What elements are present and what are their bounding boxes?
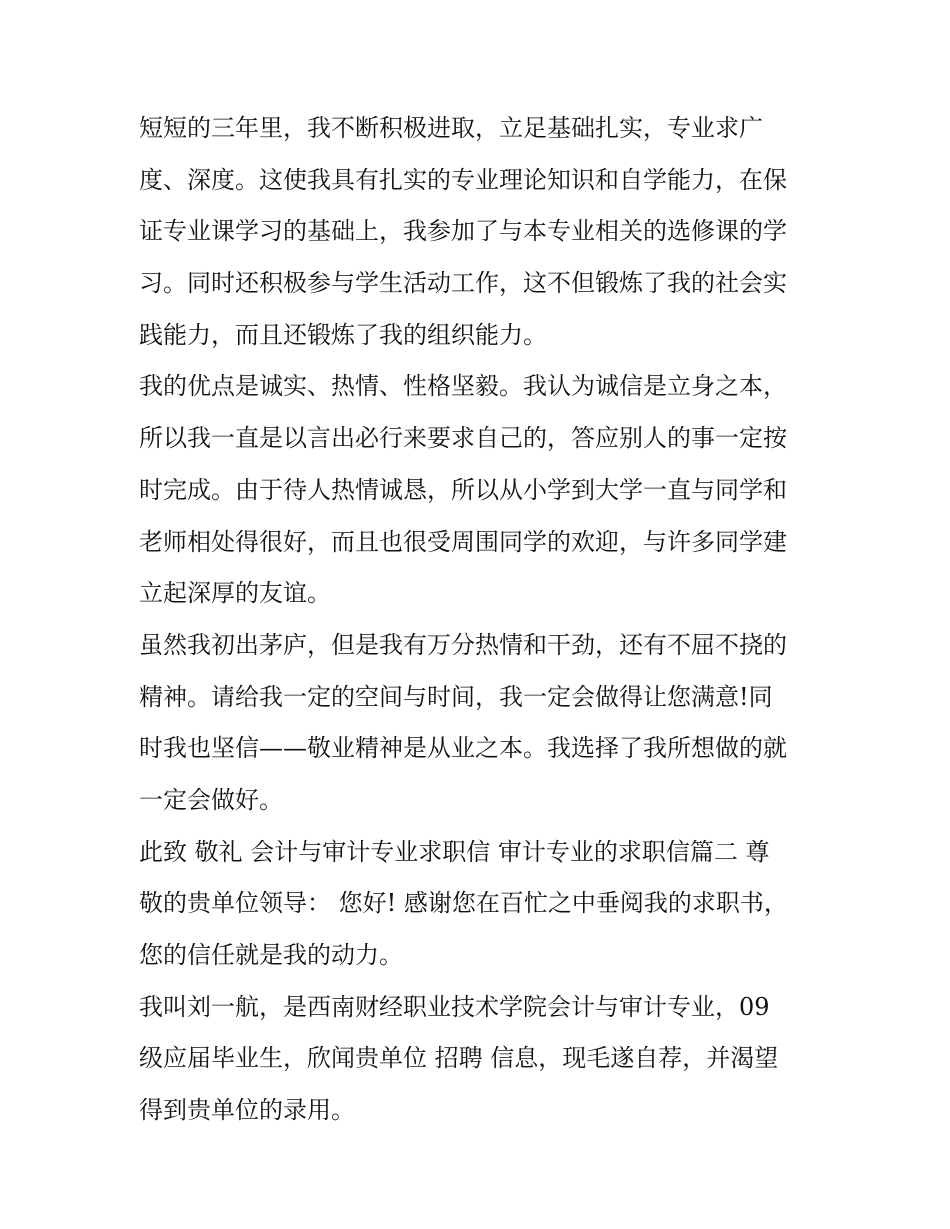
text-line: 践能力，而且还锻炼了我的组织能力。	[139, 320, 547, 349]
text-line: 老师相处得很好，而且也很受周围同学的欢迎，与许多同学建	[139, 527, 787, 556]
document-body	[139, 103, 819, 1137]
text-line: 我的优点是诚实、热情、性格坚毅。我认为诚信是立身之本，	[139, 372, 787, 401]
text-line: 您的信任就是我的动力。	[139, 941, 403, 969]
text-line: 此致 敬礼 会计与审计专业求职信 审计专业的求职信篇二 尊	[139, 837, 770, 866]
text-line: 习。同时还积极参与学生活动工作，这不但锻炼了我的社会实	[139, 269, 787, 298]
text-line: 所以我一直是以言出必行来要求自己的，答应别人的事一定按	[139, 424, 787, 453]
text-line: 一定会做好。	[139, 785, 283, 814]
text-line: 得到贵单位的录用。	[139, 1096, 355, 1125]
text-line: 短短的三年里，我不断积极进取，立足基础扎实，专业求广	[139, 114, 763, 142]
text-line: 级应届毕业生，欣闻贵单位 招聘 信息，现毛遂自荐，并渴望	[139, 1044, 779, 1073]
text-line: 立起深厚的友谊。	[139, 579, 331, 608]
text-line: 时我也坚信——敬业精神是从业之本。我选择了我所想做的就	[139, 734, 787, 763]
text-line: 我叫刘一航，是西南财经职业技术学院会计与审计专业，09	[139, 992, 770, 1021]
text-line: 时完成。由于待人热情诚恳，所以从小学到大学一直与同学和	[139, 475, 787, 504]
text-line: 证专业课学习的基础上，我参加了与本专业相关的选修课的学	[139, 217, 787, 246]
text-line: 虽然我初出茅庐，但是我有万分热情和干劲，还有不屈不挠的	[139, 630, 787, 659]
text-line: 度、深度。这使我具有扎实的专业理论知识和自学能力，在保	[139, 165, 787, 194]
text-line: 精神。请给我一定的空间与时间，我一定会做得让您满意!同	[139, 682, 773, 711]
text-line: 敬的贵单位领导： 您好! 感谢您在百忙之中垂阅我的求职书，	[139, 889, 788, 918]
